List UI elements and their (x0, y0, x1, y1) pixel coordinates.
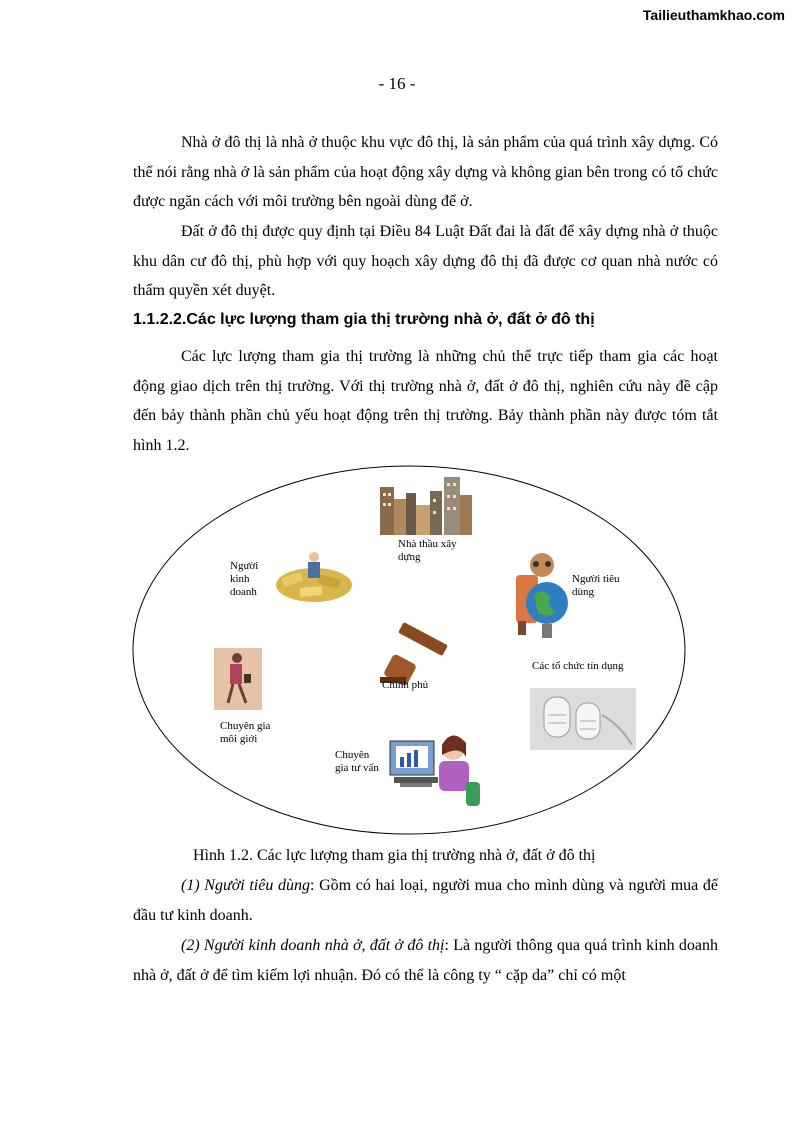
woman-walking-icon (214, 648, 262, 710)
paper-scrolls-icon (530, 688, 636, 750)
paragraph-2: Đất ở đô thị được quy định tại Điều 84 Luật Đất đai là đất để xây dựng nhà ở thuộc khu dân cư đô thị, phù hợp với quy hoạch xây dựng đô thị đã được cơ quan nhà nước có thẩm quyền xét duyệt. (133, 223, 718, 300)
paragraph-5 (133, 931, 718, 990)
paragraph-4-italic: (1) Người tiêu dùng (181, 877, 310, 894)
watermark: Tailieuthamkhao.com (642, 7, 785, 23)
market-forces-diagram (132, 465, 687, 835)
paragraph-1: Nhà ở đô thị là nhà ở thuộc khu vực đô thị, là sản phẩm của quá trình xây dựng. Có thể nói rằng nhà ở là sản phẩm của hoạt động xây dựng và không gian bên trong có tổ chức được ngăn cách với môi trường bên ngoài dùng để ở. (133, 134, 718, 211)
label-consumer: Người tiêu dùng (572, 573, 620, 598)
section-heading: 1.1.2.2.Các lực lượng tham gia thị trường nhà ở, đất ở đô thị (133, 311, 595, 328)
person-at-computer-icon (390, 735, 480, 806)
paragraph-4-text: : Gồm có hai loại, người mua cho mình dùng và người mua để đầu tư kinh doanh. (133, 877, 719, 924)
label-business: Người kinh doanh (230, 560, 259, 598)
paragraph-5-text: : Là người thông qua quá trình kinh doanh nhà ở, đất ở để tìm kiếm lợi nhuận. Đó có thể là công ty “ cặp da” chỉ có một (133, 937, 719, 984)
label-broker: Chuyên gia môi giới (220, 720, 271, 745)
paragraph-5-italic: (2) Người kinh doanh nhà ở, đất ở đô thị (181, 937, 445, 954)
city-buildings-icon (380, 477, 472, 535)
diagram-svg (132, 465, 687, 835)
gavel-icon (380, 622, 448, 687)
label-contractor: Nhà thầu xây dựng (398, 538, 457, 563)
label-credit-institutions: Các tổ chức tín dụng (532, 660, 624, 672)
money-pile-icon (276, 552, 352, 602)
page-number: - 16 - (378, 74, 416, 93)
child-globe-icon (516, 553, 568, 638)
paragraph-4 (133, 871, 718, 930)
label-government: Chính phủ (382, 679, 429, 691)
label-consultant: Chuyên gia tư vấn (335, 749, 379, 774)
paragraph-3: Các lực lượng tham gia thị trường là những chủ thể trực tiếp tham gia các hoạt động giao dịch trên thị trường. Với thị trường nhà ở, đất ở đô thị, nghiên cứu này đề cập đến bảy thành phần chủ yếu hoạt động trên thị trường. Bảy thành phần này được tóm tắt hình 1.2. (133, 348, 718, 454)
figure-caption: Hình 1.2. Các lực lượng tham gia thị trường nhà ở, đất ở đô thị (193, 847, 596, 864)
